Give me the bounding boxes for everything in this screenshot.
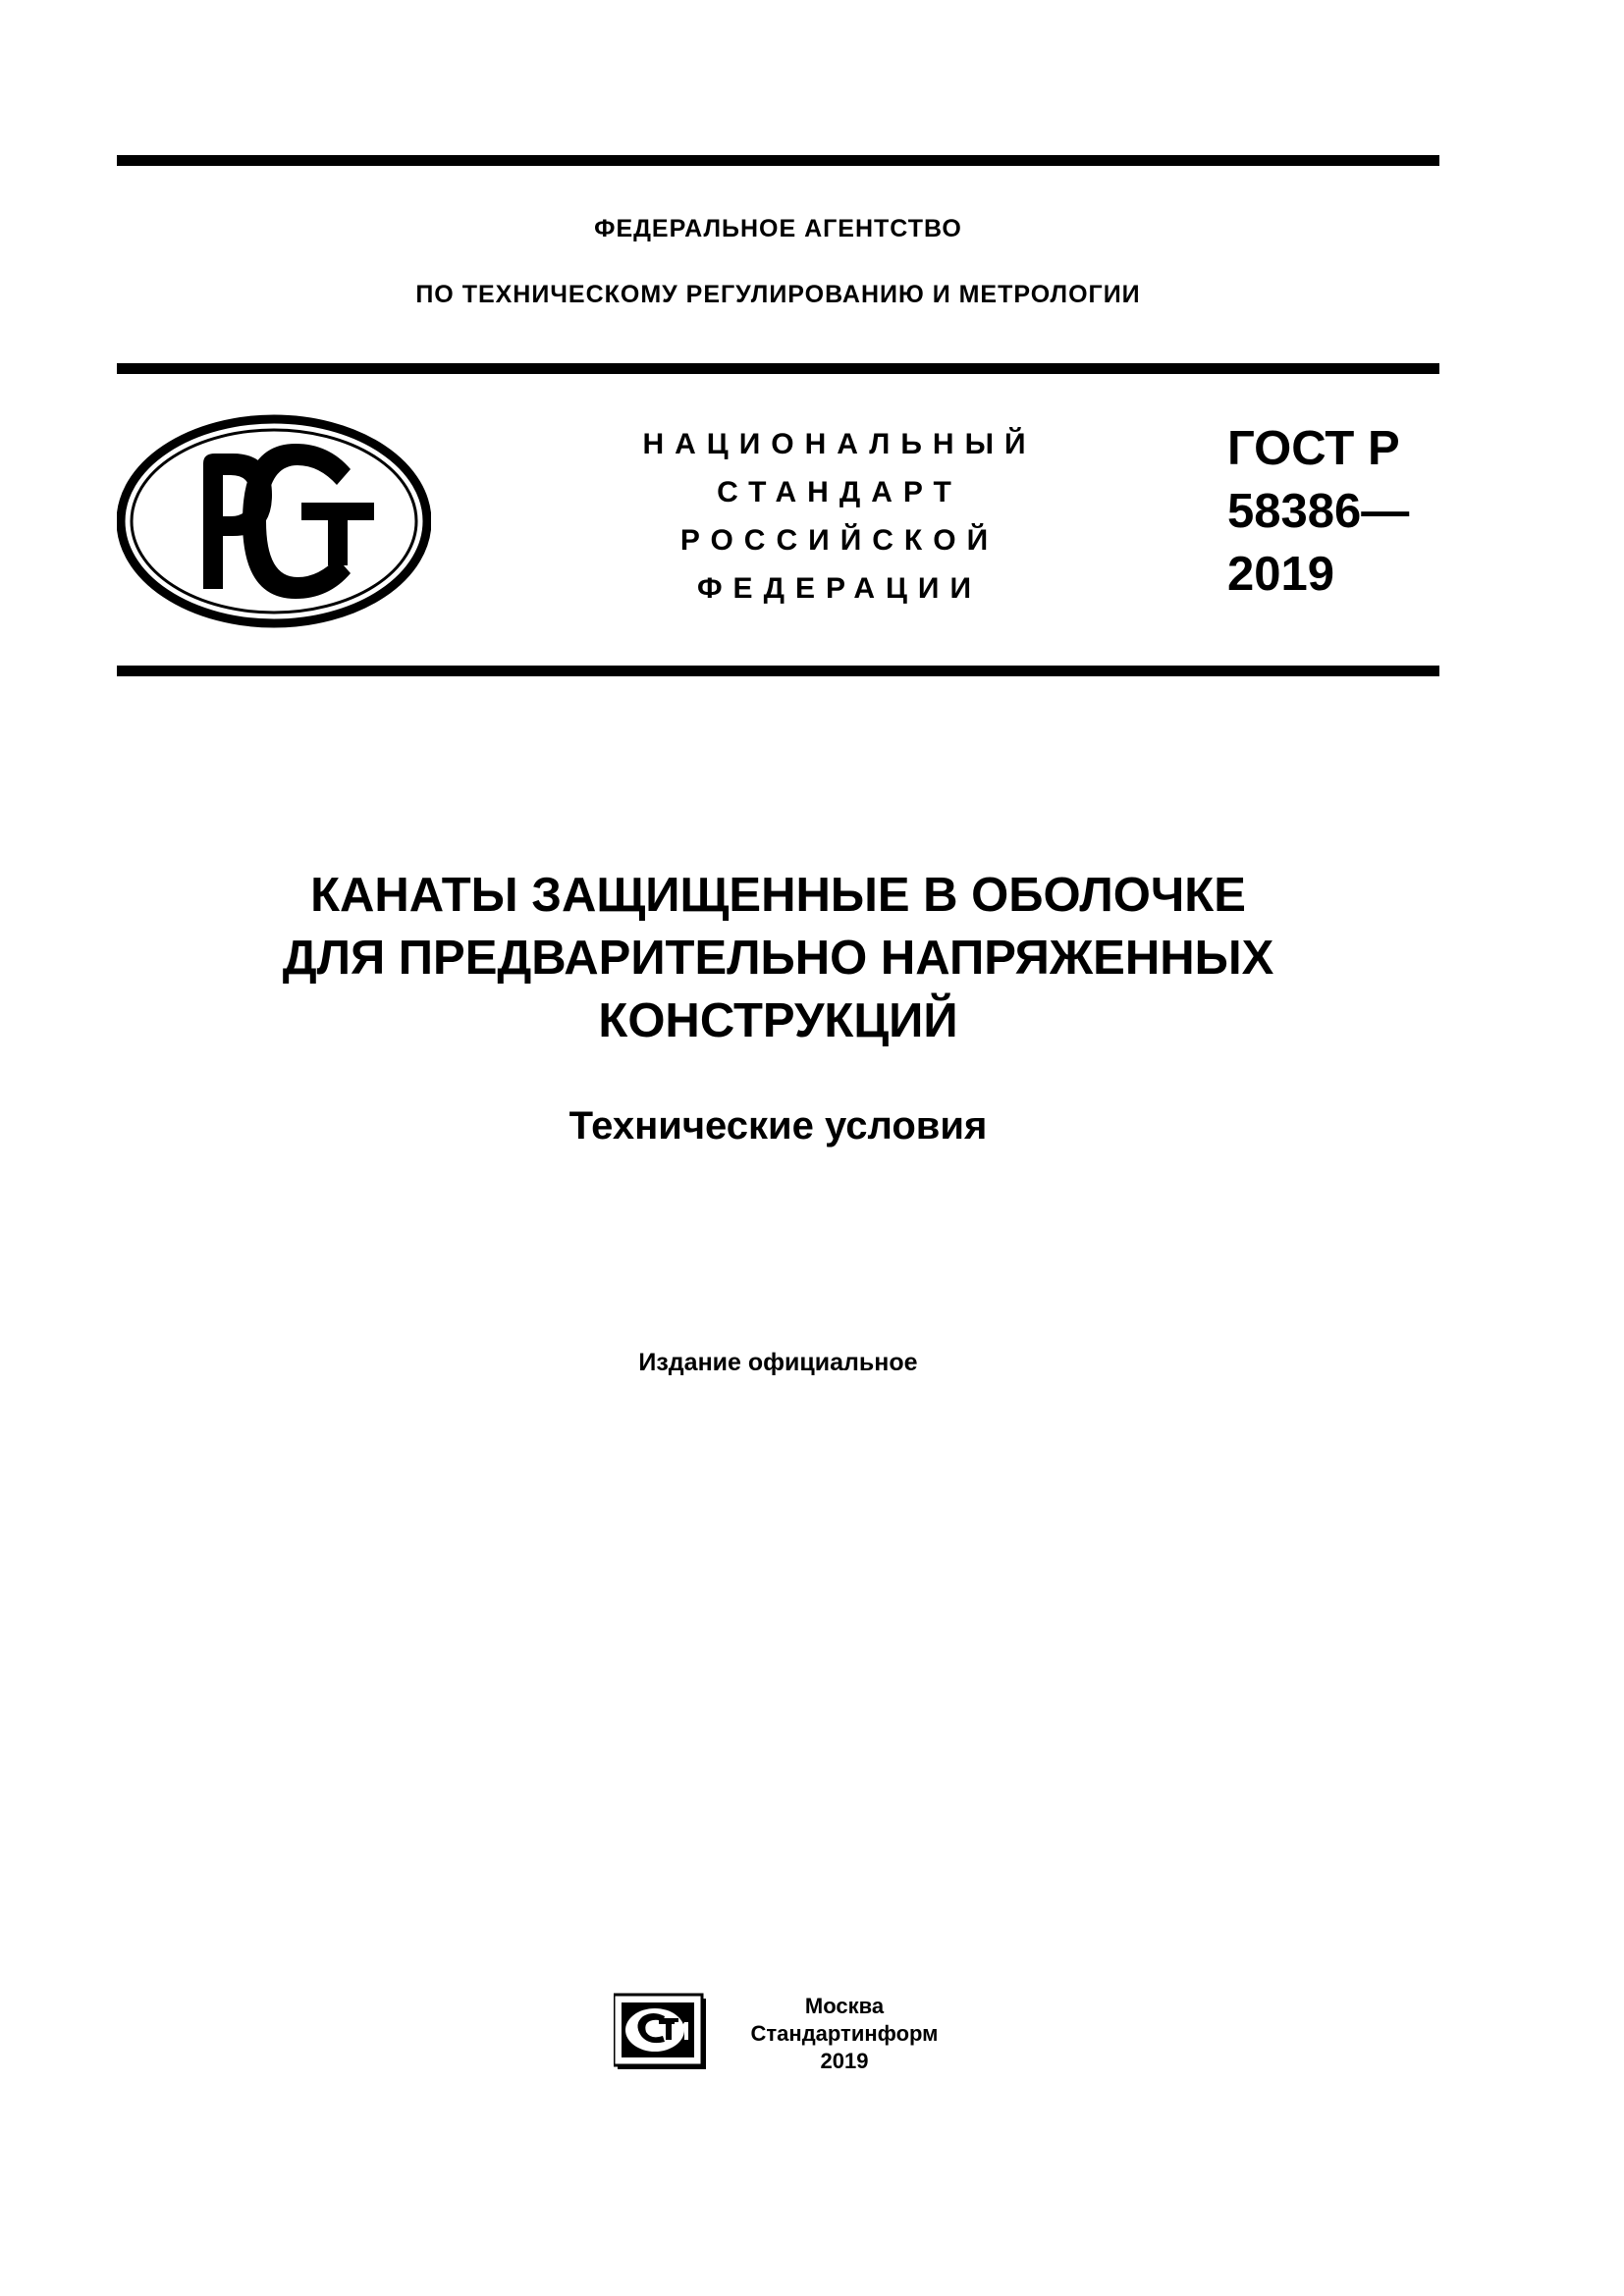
publisher-year: 2019 (820, 2049, 869, 2073)
header-bottom-rule (117, 666, 1439, 676)
title-line: ДЛЯ ПРЕДВАРИТЕЛЬНО НАПРЯЖЕННЫХ (282, 932, 1274, 985)
gost-line: 2019 (1227, 548, 1335, 601)
national-standard-block (579, 420, 1100, 613)
standartinform-emblem-icon (614, 1993, 712, 2076)
publisher-name: Стандартинформ (750, 2021, 939, 2046)
agency-line-2: ПО ТЕХНИЧЕСКОМУ РЕГУЛИРОВАНИЮ И МЕТРОЛОГИИ (415, 281, 1141, 308)
document-subtitle: Технические условия (568, 1104, 988, 1148)
rst-emblem-icon (117, 414, 431, 628)
agency-line-1: ФЕДЕРАЛЬНОЕ АГЕНТСТВО (594, 215, 962, 242)
title-line: КАНАТЫ ЗАЩИЩЕННЫЕ В ОБОЛОЧКЕ (310, 869, 1246, 922)
national-standard-line: НАЦИОНАЛЬНЫЙ (642, 428, 1037, 460)
header-rule (117, 363, 1439, 374)
gost-line: ГОСТ Р (1227, 422, 1400, 475)
edition-note: Издание официальное (638, 1349, 918, 1376)
title-line: КОНСТРУКЦИЙ (598, 994, 958, 1047)
document-title (117, 864, 1439, 1052)
national-standard-line: РОССИЙСКОЙ (679, 524, 1000, 557)
publisher-city: Москва (804, 1994, 885, 2018)
publisher-block (727, 1993, 962, 2075)
national-standard-line: ФЕДЕРАЦИИ (696, 572, 983, 605)
gost-line: 58386— (1227, 485, 1410, 538)
gost-designation (1227, 417, 1453, 606)
national-standard-line: СТАНДАРТ (717, 476, 962, 508)
top-rule (117, 155, 1439, 166)
